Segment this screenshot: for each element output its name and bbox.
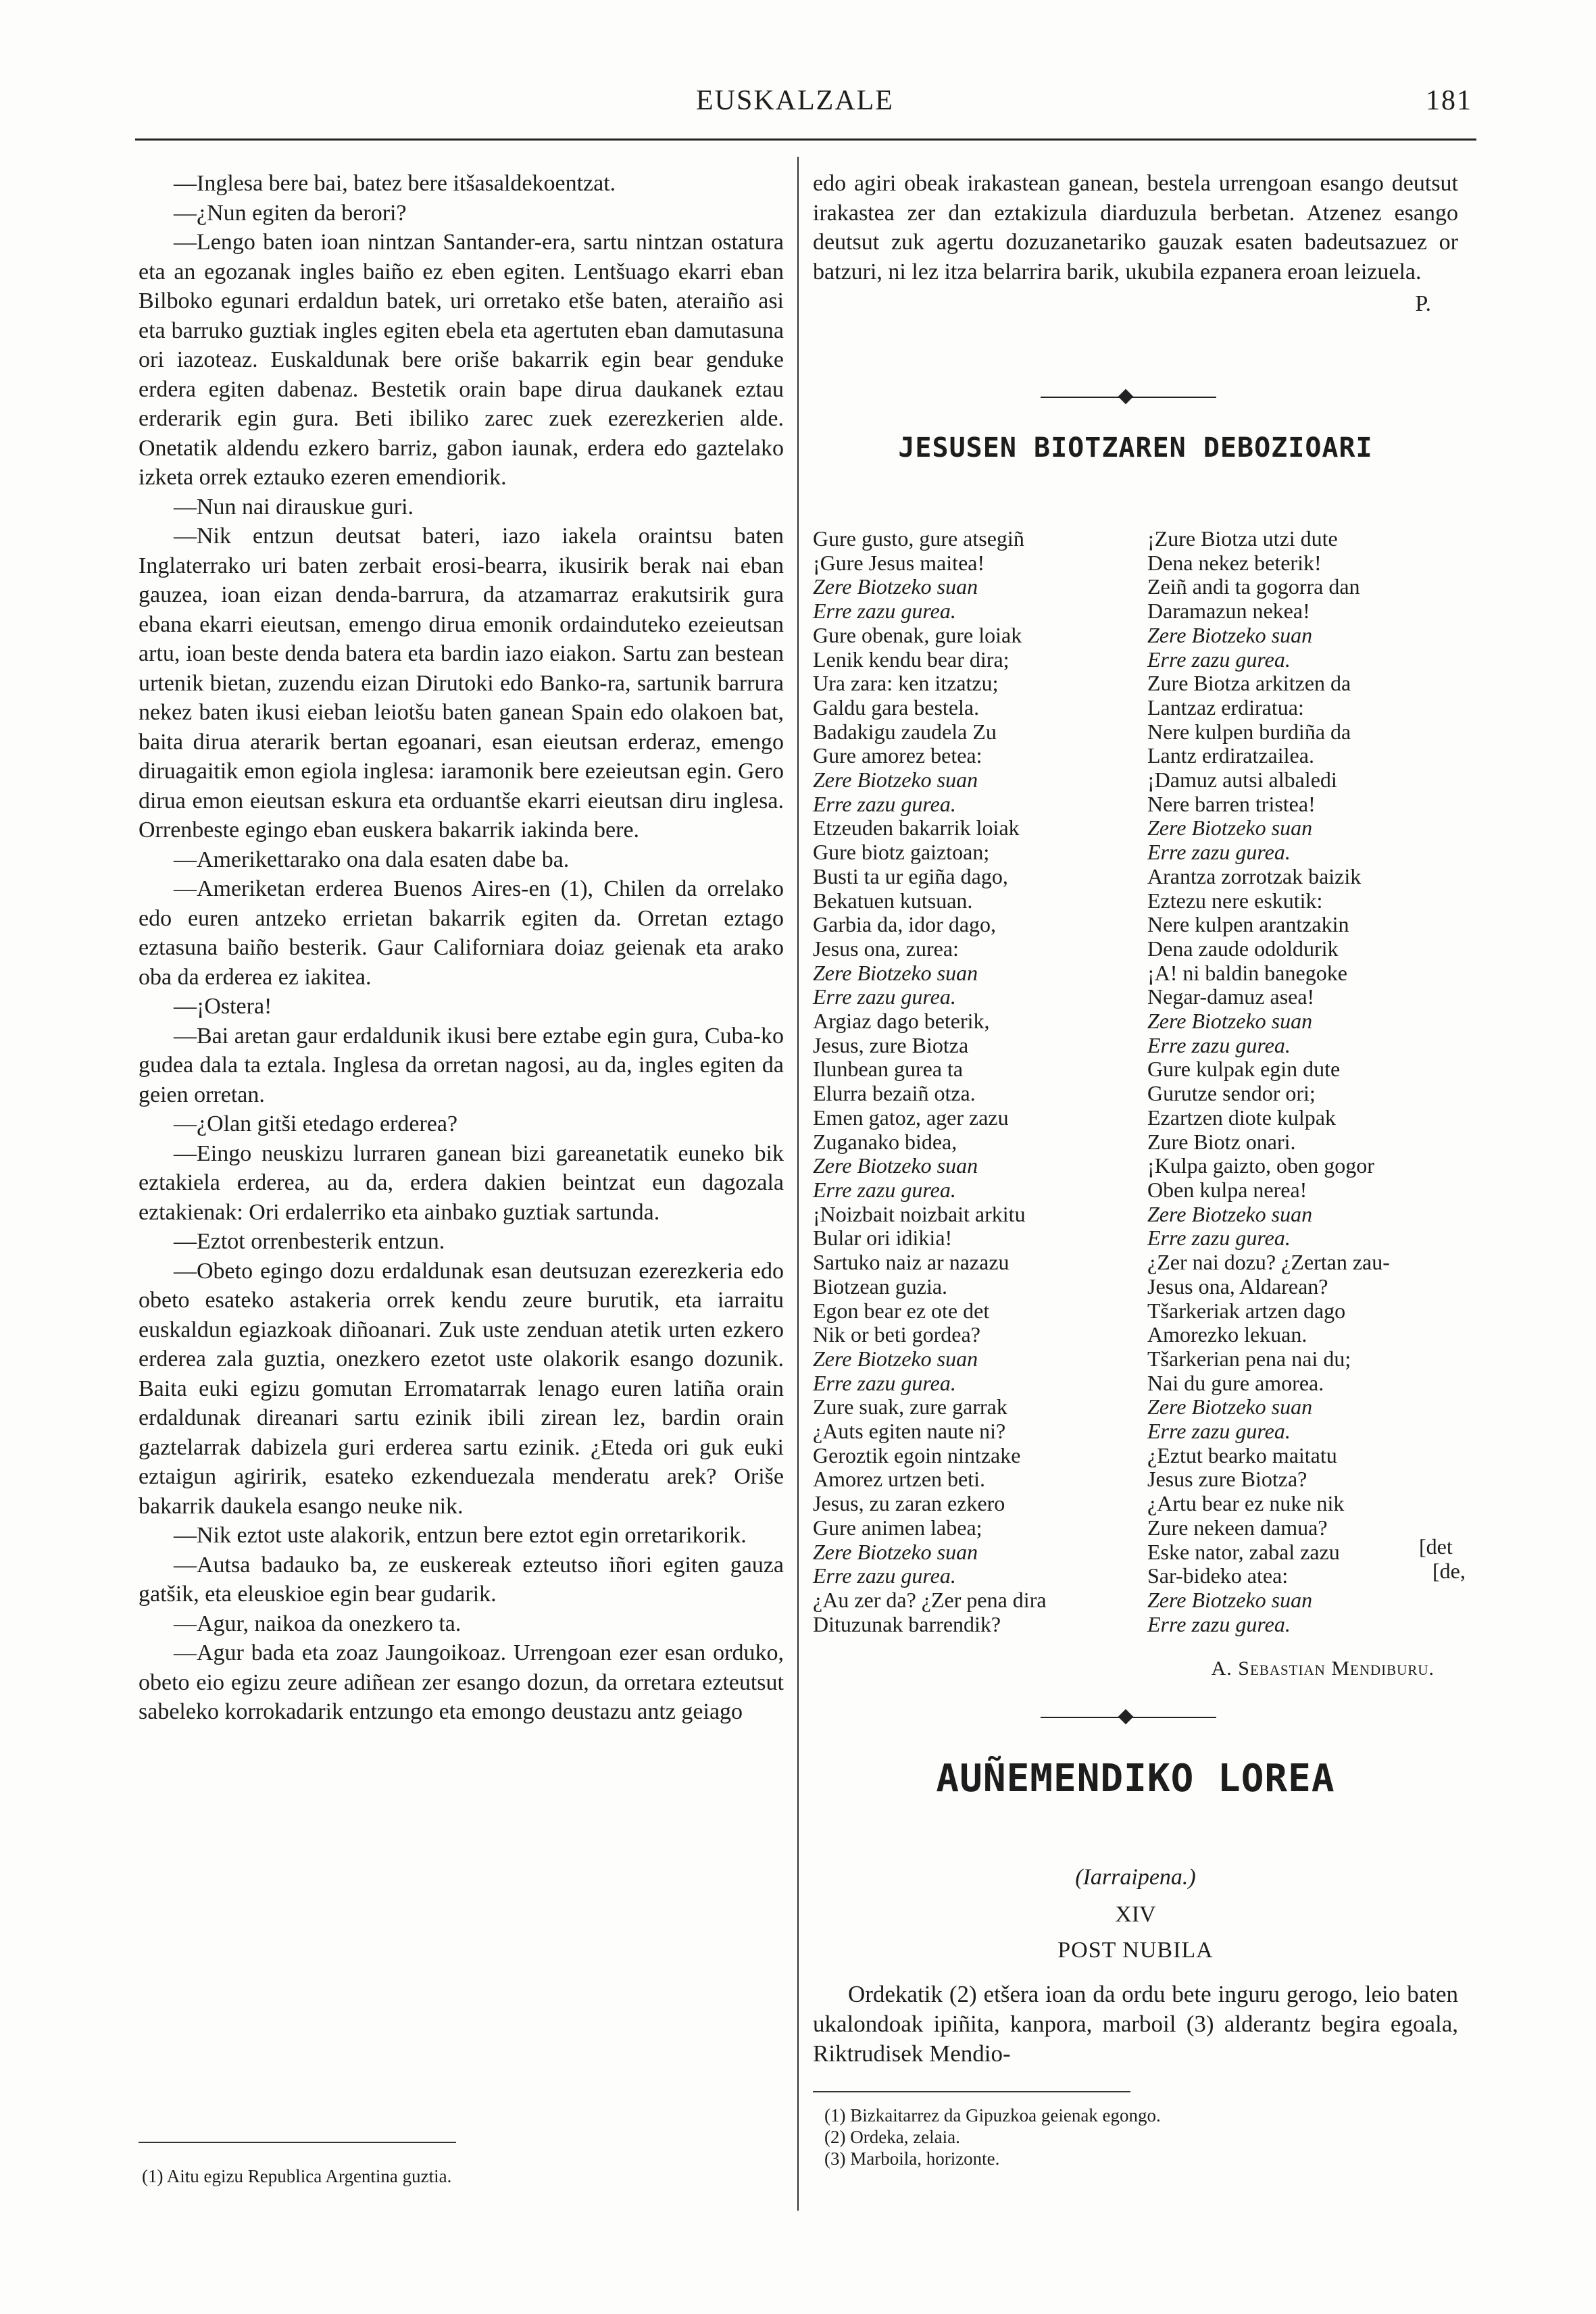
poem-verse: Jesus, zure Biotza [813,1032,969,1057]
poem-verse: Gure gusto, gure atsegiñ [813,526,1024,551]
poem-verse: Erre zazu gurea. [1147,840,1291,865]
poem-verse: Tšarkeriak artzen dago [1147,1298,1346,1323]
poem-verse: Zere Biotzeko suan [1147,815,1313,840]
poem-verse: Zere Biotzeko suan [1147,1009,1313,1034]
poem-verse: Jesus, zu zaran ezkero [813,1491,1005,1516]
poem-verse: Zere Biotzeko suan [1147,622,1313,647]
right-column-continuation [813,169,1458,319]
section-ornament [1041,1711,1216,1724]
dialogue-paragraph: —Eingo neuskizu lurraren ganean bizi gareanetatik euneko bik eztakiela erderea, au da, erdera dakien beintzat eun dagozala eztakienak: Ori erdalerriko eta ainbako guztiak sartunda. [139,1140,784,1225]
chapter-number: XIV [1115,1902,1156,1927]
dialogue-paragraph: —Nik entzun deutsat bateri, iazo iakela oraintsu baten Inglaterrako uri baten zerbait erosi-bearra, ikusirik berak nai eban gauzea, ioan eizan denda-barrura, da atzamarraz erakutsirik gura ebana ekarri eieutsan, emengo dirua emonik ordainduteko ezeieutsan artu, ioan beste denda batera eta bardin iazo eiakon. Sartu zan bestean urtenik bietan, zuzendu eizan Dirutoki edo Banko-ra, sartunik barrura nekez baten ikusi eieban leiotšu baten ganean Spain edo olakoen bat, baita dirua aterarik bertan egoanari, esan eieutsan erderaz, emengo diruagaitik emon egiola inglesa: iaramonik bere ezeieutsan egin. Gero dirua emon eieutsan eskura eta orduantše ekarri eieutsan diru inglesa. Orrenbeste egingo eban euskera bakarrik iakinda bere. [139,524,784,842]
poem-verse: Geroztik egoin nintzake [813,1442,1021,1467]
poem-verse: Lenik kendu bear dira; [813,647,1009,672]
poem-verse: Emen gatoz, ager zazu [813,1105,1009,1130]
dialogue-paragraph: —Inglesa bere bai, batez bere itšasaldekoentzat. [174,171,616,196]
poem-verse: Jesus ona, zurea: [813,936,959,961]
poem-author: A. Sebastian Mendiburu. [1211,1657,1435,1680]
poem-verse: Erre zazu gurea. [813,599,956,624]
poem-verse: Bekatuen kutsuan. [813,888,973,913]
poem-column-right [1147,527,1465,1636]
poem-verse: Badakigu zaudela Zu [813,719,997,744]
poem-verse: Erre zazu gurea. [1147,1419,1291,1444]
poem-verse: Zere Biotzeko suan [1147,1394,1313,1419]
poem-verse: Dena nekez beterik! [1147,550,1322,575]
poem-verse: Eztezu nere eskutik: [1147,888,1323,913]
poem-verse: Erre zazu gurea. [1147,1611,1291,1636]
footnote-rule [139,2142,456,2143]
poem-verse: Eske nator, zabal zazu [1147,1539,1340,1564]
poem-verse: Tšarkerian pena nai du; [1147,1346,1351,1371]
column-divider [797,157,799,2211]
poem-verse: ¡Gure Jesus maitea! [813,550,985,575]
poem-verse: Nere kulpen arantzakin [1147,912,1349,937]
poem-verse: ¿Au zer da? ¿Zer pena dira [813,1587,1047,1612]
poem-verse: Gurutze sendor ori; [1147,1081,1316,1106]
poem-verse: Zure Biotza arkitzen da [1147,671,1351,696]
chapter-title: POST NUBILA [1057,1938,1214,1963]
poem-runover-de: [de, [1432,1559,1466,1583]
poem-verse: Lantzaz erdiratua: [1147,695,1304,720]
poem-verse: Erre zazu gurea. [1147,1226,1291,1251]
continuation-paragraph: edo agiri obeak irakastean ganean, bestela urrengoan esango deutsut irakastea zer dan eztakizula diarduzula berbetan. Atzenez esango deutsut zuk agertu dozuzanetariko gauzak esaten badeutsazuez or batzuri, ni lez itza belarrira barik, ukubila ezpanera eroan leizuela. [813,171,1458,284]
poem-verse: Nai du gure amorea. [1147,1370,1324,1395]
poem-verse: Biotzean guzia. [813,1274,948,1299]
poem-verse: Erre zazu gurea. [813,1563,956,1588]
footnote: (1) Aitu egizu Republica Argentina guztia. [142,2166,452,2186]
poem-verse: ¡Kulpa gaizto, oben gogor [1147,1153,1374,1178]
poem-verse: ¡Damuz autsi albaledi [1147,768,1337,793]
poem-verse: Dena zaude odoldurik [1147,936,1339,961]
poem-verse: Zere Biotzeko suan [813,1153,978,1178]
poem-verse: Elurra bezaiñ otza. [813,1081,976,1106]
poem-title: JESUSEN BIOTZAREN DEBOZIOARI [898,432,1373,463]
poem-verse: Bular ori idikia! [813,1226,953,1251]
poem-verse: Negar-damuz asea! [1147,984,1315,1009]
poem-runover-det: [det [1419,1534,1453,1559]
poem-verse: Nere kulpen burdiña da [1147,719,1351,744]
footnotes [824,2105,1453,2169]
poem-verse: Erre zazu gurea. [813,1177,956,1202]
header-rule [135,139,1476,141]
poem-verse: Gure kulpak egin dute [1147,1057,1341,1082]
poem-verse: Gure animen labea; [813,1515,982,1540]
dialogue-paragraph: —¡Ostera! [174,994,272,1019]
signature: P. [1415,291,1431,316]
dialogue-paragraph: —Eztot orrenbesterik entzun. [174,1229,445,1254]
dialogue-paragraph: —Nik eztot uste alakorik, entzun bere eztot egin orretarikorik. [174,1523,747,1548]
poem-verse: Ura zara: ken itzatzu; [813,671,999,696]
poem-verse: Ezartzen diote kulpak [1147,1105,1336,1130]
page-number: 181 [1426,85,1472,116]
story-paragraph: Ordekatik (2) etšera ioan da ordu bete inguru gerogo, leio baten ukalondoak ipiñita, kanpora, marboil (3) alderantz begira egoala, Riktrudisek Mendio- [813,1981,1458,2067]
poem-verse: Etzeuden bakarrik loiak [813,815,1020,840]
running-title: EUSKALZALE [696,85,894,116]
poem-verse: Arantza zorrotzak baizik [1147,863,1362,888]
story-text [813,1980,1458,2069]
poem-verse: Amorezko lekuan. [1147,1322,1307,1347]
dialogue-paragraph: —Amerikettarako ona dala esaten dabe ba. [174,847,570,872]
poem-verse: Zere Biotzeko suan [813,1539,978,1564]
dialogue-paragraph: —Agur, naikoa da onezkero ta. [174,1611,462,1636]
dialogue-paragraph: —Bai aretan gaur erdaldunik ikusi bere eztabe egin gura, Cuba-ko gudea dala ta eztala. Inglesa da orretan nagosi, au da, ingles egiten da geien orretan. [139,1023,784,1107]
poem-verse: Zere Biotzeko suan [813,1346,978,1371]
poem-verse: Gure biotz gaiztoan; [813,840,990,865]
poem-verse: Sartuko naiz ar nazazu [813,1250,1009,1275]
dialogue-paragraph: —Autsa badauko ba, ze euskereak ezteutso iñori egiten gauza gatšik, eta eleuskioe egin bear gudarik. [139,1552,784,1607]
story-subtitle: (Iarraipena.) [1075,1865,1196,1890]
poem-verse: ¿Artu bear ez nuke nik [1147,1491,1345,1516]
poem-verse: ¿Zer nai dozu? ¿Zertan zau- [1147,1250,1390,1275]
poem-verse: Oben kulpa nerea! [1147,1177,1307,1202]
poem-verse: Jesus ona, Aldarean? [1147,1274,1328,1299]
poem-verse: Zuganako bidea, [813,1129,957,1154]
footnote-item: (2) Ordeka, zelaia. [824,2127,960,2147]
poem-verse: Erre zazu gurea. [1147,647,1291,672]
poem-verse: Dituzunak barrendik? [813,1611,1001,1636]
poem-verse: Zere Biotzeko suan [813,768,978,793]
poem-verse: ¿Auts egiten naute ni? [813,1419,1006,1444]
dialogue-paragraph: —Lengo baten ioan nintzan Santander-era, sartu nintzan ostatura eta an egozanak ingles baiño ez eben egiten. Lentšuago ekarri eban Bilboko egunari erdaldun batek, uri orretako etše baten, ateraiño asi eta barruko guztiak ingles egiten ebela eta agertuten eban damutasuna ori iazoteaz. Euskaldunak bere oriše bakarrik egin bear genduke erdera egiten dabenaz. Bestetik orain bape dirua daukanek eztau erderarik egin gura. Beti ibiliko zarec zuek ezerezkerien alde. Onetatik aldendu ezkero barriz, gabon iaunak, erdera edo gaztelako izketa orrek eztauko ezeren emendiorik. [139,230,784,490]
poem-verse: Nere barren tristea! [1147,791,1316,816]
poem-verse: Nik or beti gordea? [813,1322,980,1347]
left-column [139,169,784,1727]
poem-verse: Argiaz dago beterik, [813,1009,990,1034]
poem-verse: Jesus zure Biotza? [1147,1467,1307,1492]
poem-verse: Amorez urtzen beti. [813,1467,985,1492]
story-title: AUÑEMENDIKO LOREA [936,1757,1335,1801]
poem-verse: Erre zazu gurea. [1147,1032,1291,1057]
poem-verse: Egon bear ez ote det [813,1298,990,1323]
poem-verse: Ilunbean gurea ta [813,1057,964,1082]
poem-column-left [813,527,1144,1636]
poem-verse: Busti ta ur egiña dago, [813,863,1008,888]
poem-verse: Zere Biotzeko suan [813,574,978,599]
dialogue-paragraph: —¿Nun egiten da berori? [174,200,407,226]
dialogue-paragraph: —Obeto egingo dozu erdaldunak esan deutsuzan ezerezkeria edo obeto esateko astakeria orrek kendu zeure burutik, eta iarraitu euskaldun egiazkoak diñoanari. Zuk uste zenduan atetik urten ezkero erderea zala guztia, onezkero ezetot uste olakorik esango dozunik. Baita euki egizu gomutan Erromatarrak lenago euren latiña orain erdaldunak direanari sartu ezinik ibili zirean lez, bardin orain gaztelarrak dabizela guri erderea sartu ezinik. ¿Eteda ori guk euki eztaigun agiririk, esateko ezkenduezala menderatu arek? Oriše bakarrik daukela esango neuke nik. [139,1258,784,1519]
poem-verse: Sar-bideko atea: [1147,1563,1289,1588]
poem-verse: Daramazun nekea! [1147,599,1310,624]
poem-verse: Erre zazu gurea. [813,984,956,1009]
footnote-item: (1) Bizkaitarrez da Gipuzkoa geienak egongo. [824,2105,1161,2126]
dialogue-paragraph: —Agur bada eta zoaz Jaungoikoaz. Urrengoan ezer esan orduko, obeto eio egizu zeure adiñean zer esango dozun, da orretara ezteutsut sabeleko korrokadarik entzungo eta emongo deustazu antz geiago [139,1640,784,1724]
poem-verse: Gure amorez betea: [813,743,982,768]
dialogue-paragraph: —Nun nai dirauskue guri. [174,494,414,520]
poem-verse: Gure obenak, gure loiak [813,622,1022,647]
footnote-item: (3) Marboila, horizonte. [824,2148,1000,2169]
poem-verse: ¿Eztut bearko maitatu [1147,1442,1337,1467]
poem-verse: Zere Biotzeko suan [813,960,978,985]
poem-verse: Erre zazu gurea. [813,1370,956,1395]
dialogue-paragraph: —¿Olan gitši etedago erderea? [174,1111,458,1136]
poem-verse: Zere Biotzeko suan [1147,1201,1313,1226]
poem-verse: Zeiñ andi ta gogorra dan [1147,574,1360,599]
poem-verse: ¡Zure Biotza utzi dute [1147,526,1338,551]
poem-verse: Lantz erdiratzailea. [1147,743,1314,768]
dialogue-paragraph: —Ameriketan erderea Buenos Aires-en (1), Chilen da orrelako edo euren antzeko errietan bakarrik egiten da. Orretan eztago eztasuna baiño besterik. Gaur Californiara doiaz geienak eta arako oba da erderea ez iakitea. [139,876,784,990]
poem-verse: Zure Biotz onari. [1147,1129,1296,1154]
poem-verse: Zere Biotzeko suan [1147,1587,1313,1612]
poem-verse: Garbia da, idor dago, [813,912,997,937]
poem-verse: Zure suak, zure garrak [813,1394,1007,1419]
poem-verse: ¡Noizbait noizbait arkitu [813,1201,1026,1226]
poem-verse: Zure nekeen damua? [1147,1515,1328,1540]
section-ornament [1041,391,1216,404]
poem-verse: Galdu gara bestela. [813,695,980,720]
footnote-rule [813,2091,1130,2092]
poem-verse: Erre zazu gurea. [813,791,956,816]
poem-verse: ¡A! ni baldin banegoke [1147,960,1347,985]
